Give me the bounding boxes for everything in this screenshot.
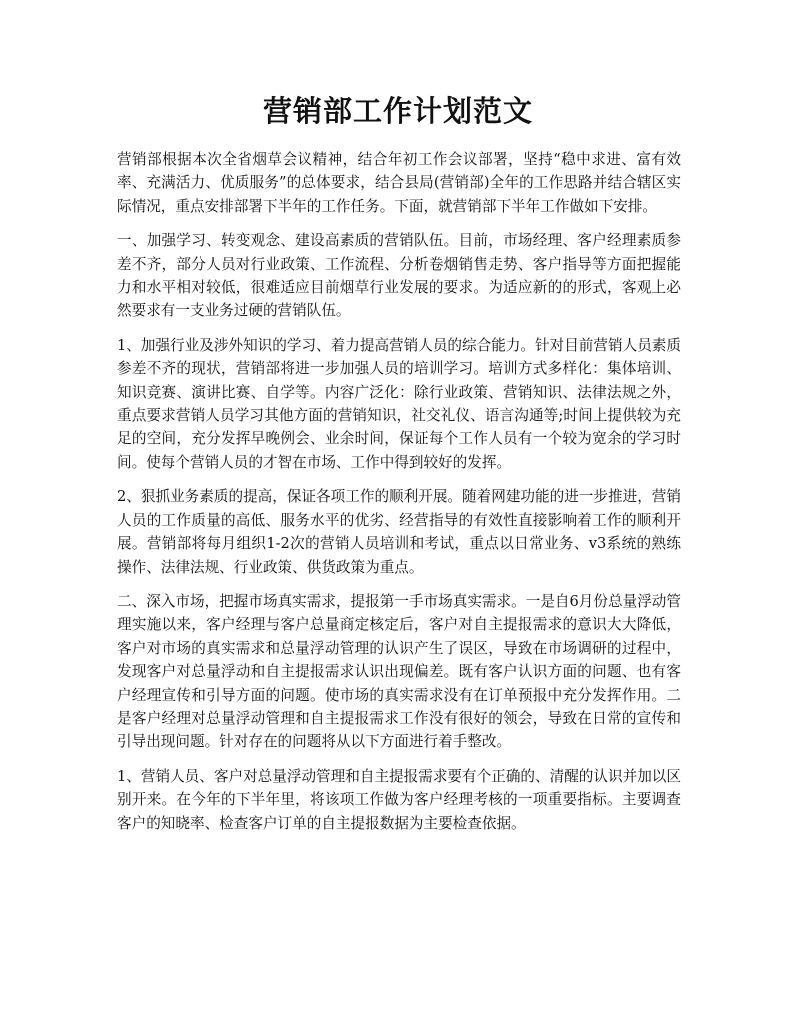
paragraph-item-1-1: 1、加强行业及涉外知识的学习、着力提高营销人员的综合能力。针对目前营销人员素质参差不齐的现状，营销部将进一步加强人员的培训学习。培训方式多样化：集体培训、知识竞赛、演讲比赛、自学等。内容广泛化：除行业政策、营销知识、法律法规之外，重点要求营销人员学习其他方面的营销知识，社交礼仪、语言沟通等;时间上提供较为充足的空间，充分发挥早晚例会、业余时间，保证每个工作人员有一个较为宽余的学习时间。使每个营销人员的才智在市场、工作中得到较好的发挥。 — [117, 336, 681, 471]
paragraph-item-2-1: 1、营销人员、客户对总量浮动管理和自主提报需求要有个正确的、清醒的认识并加以区别开来。在今年的下半年里，将该项工作做为客户经理考核的一项重要指标。主要调查客户的知晓率、检查客户订单的自主提报数据为主要检查依据。 — [117, 767, 681, 832]
document-body — [117, 148, 681, 846]
paragraph-section-1: 一、加强学习、转变观念、建设高素质的营销队伍。目前，市场经理、客户经理素质参差不齐，部分人员对行业政策、工作流程、分析卷烟销售走势、客户指导等方面把握能力和水平相对较低，很难适应目前烟草行业发展的要求。为适应新的的形式，客观上必然要求有一支业务过硬的营销队伍。 — [117, 232, 681, 320]
document-title: 营销部工作计划范文 — [262, 94, 533, 128]
paragraph-section-2: 二、深入市场，把握市场真实需求，提报第一手市场真实需求。一是自6月份总量浮动管理实施以来，客户经理与客户总量商定核定后，客户对自主提报需求的意识大大降低，客户对市场的真实需求和总量浮动管理的认识产生了误区，导致在市场调研的过程中，发现客户对总量浮动和自主提报需求认识出现偏差。既有客户认识方面的问题、也有客户经理宣传和引导方面的问题。使市场的真实需求没有在订单预报中充分发挥作用。二是客户经理对总量浮动管理和自主提报需求工作没有很好的领会，导致在日常的宣传和引导出现问题。针对存在的问题将从以下方面进行着手整改。 — [117, 592, 681, 751]
paragraph-intro: 营销部根据本次全省烟草会议精神，结合年初工作会议部署，坚持“稳中求进、富有效率、充满活力、优质服务”的总体要求，结合县局(营销部)全年的工作思路并结合辖区实际情况，重点安排部署下半年的工作任务。下面，就营销部下半年工作做如下安排。 — [117, 151, 681, 215]
paragraph-item-1-2: 2、狠抓业务素质的提高，保证各项工作的顺利开展。随着网建功能的进一步推进，营销人员的工作质量的高低、服务水平的优劣、经营指导的有效性直接影响着工作的顺利开展。营销部将每月组织1-2次的营销人员培训和考试，重点以日常业务、v3系统的熟练操作、法律法规、行业政策、供货政策为重点。 — [117, 488, 681, 576]
